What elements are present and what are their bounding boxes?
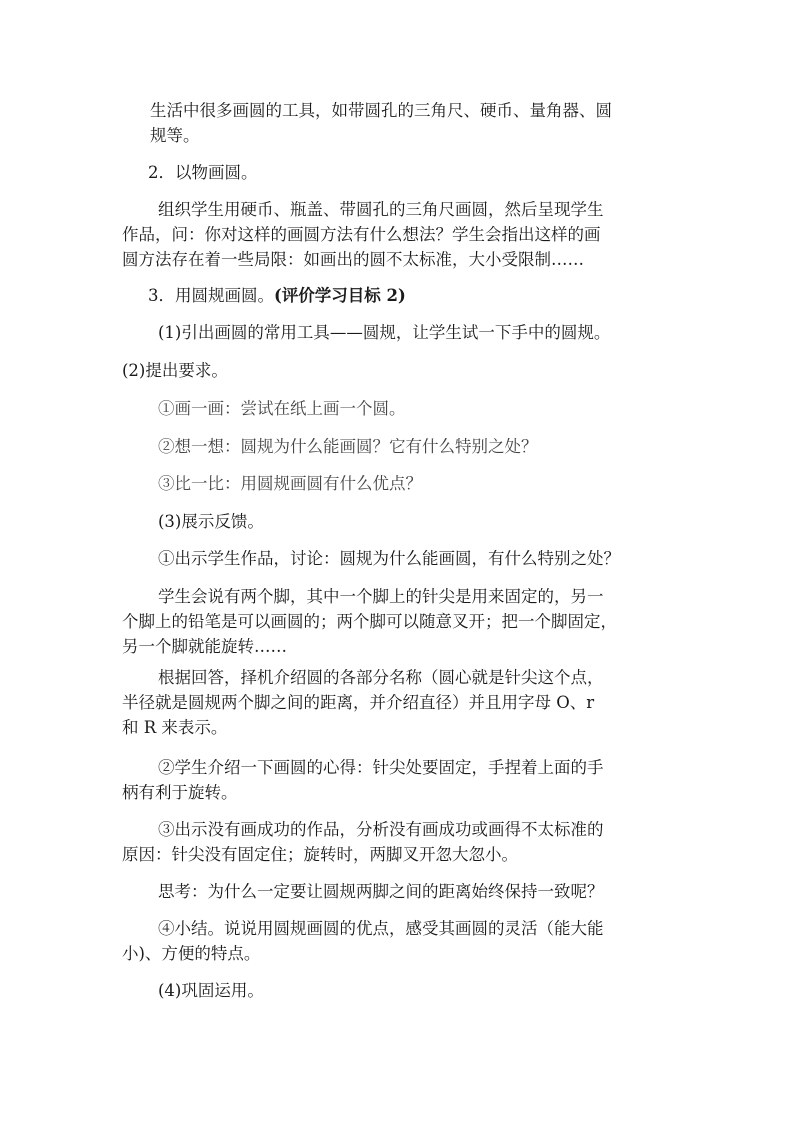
text-line: ②学生介绍一下画圆的心得：针尖处要固定，手捏着上面的手 — [158, 758, 604, 777]
text-line: 个脚上的铅笔是可以画圆的；两个脚可以随意叉开；把一个脚固定， — [122, 612, 617, 631]
paragraph-compass-legs — [122, 584, 682, 659]
text-line: 根据回答，择机介绍圆的各部分名称（圆心就是针尖这个点， — [158, 668, 604, 687]
paragraph-circle-parts — [122, 665, 682, 740]
step-3-feedback: (3)展示反馈。 — [158, 512, 264, 531]
step-1-introduce-compass: (1)引出画圆的常用工具——圆规，让学生试一下手中的圆规。 — [158, 323, 611, 342]
text-line: 圆方法存在着一些局限：如画出的圆不太标准，大小受限制…… — [122, 250, 584, 269]
text-line: 规等。 — [150, 126, 200, 145]
step-4-practice: (4)巩固运用。 — [158, 981, 264, 1000]
paragraph-summary — [122, 916, 682, 966]
step-2-requirements: (2)提出要求。 — [122, 361, 228, 380]
feedback-discussion: ①出示学生作品，讨论：圆规为什么能画圆，有什么特别之处？ — [158, 549, 620, 568]
text-line: 作品，问：你对这样的画圆方法有什么想法？学生会指出这样的画 — [122, 225, 601, 244]
text-line: 另一个脚就能旋转…… — [122, 637, 287, 656]
paragraph-drawing-tools — [150, 98, 710, 148]
text-line: 半径就是圆规两个脚之间的距离，并介绍直径）并且用字母 O、r — [122, 693, 595, 712]
requirement-think: ②想一想：圆规为什么能画圆？它有什么特别之处？ — [158, 437, 538, 456]
paragraph-drawing-tips — [122, 755, 682, 805]
text-line: 小)、方便的特点。 — [122, 944, 261, 963]
section-3-heading — [148, 283, 708, 308]
section-3-objective-note: (评价学习目标 2) — [274, 286, 406, 305]
text-line: 学生会说有两个脚，其中一个脚上的针尖是用来固定的，另一 — [158, 587, 604, 606]
requirement-compare: ③比一比：用圆规画圆有什么优点？ — [158, 474, 422, 493]
section-3-title: 3．用圆规画圆。 — [148, 286, 274, 305]
text-line: ④小结。说说用圆规画圆的优点，感受其画圆的灵活（能大能 — [158, 919, 604, 938]
text-line: 生活中很多画圆的工具，如带圆孔的三角尺、硬币、量角器、圆 — [150, 101, 612, 120]
paragraph-draw-with-objects — [122, 197, 682, 272]
text-line: 和 R 来表示。 — [122, 718, 228, 737]
section-2-heading: 2．以物画圆。 — [148, 163, 258, 182]
requirement-draw: ①画一画：尝试在纸上画一个圆。 — [158, 399, 406, 418]
text-line: 组织学生用硬币、瓶盖、带圆孔的三角尺画圆，然后呈现学生 — [158, 200, 604, 219]
paragraph-think-question: 思考：为什么一定要让圆规两脚之间的距离始终保持一致呢？ — [158, 882, 604, 901]
text-line: 原因：针尖没有固定住；旋转时，两脚叉开忽大忽小。 — [122, 845, 518, 864]
text-line: ③出示没有画成功的作品，分析没有画成功或画得不太标准的 — [158, 820, 604, 839]
text-line: 柄有利于旋转。 — [122, 783, 238, 802]
paragraph-failed-works — [122, 817, 682, 867]
